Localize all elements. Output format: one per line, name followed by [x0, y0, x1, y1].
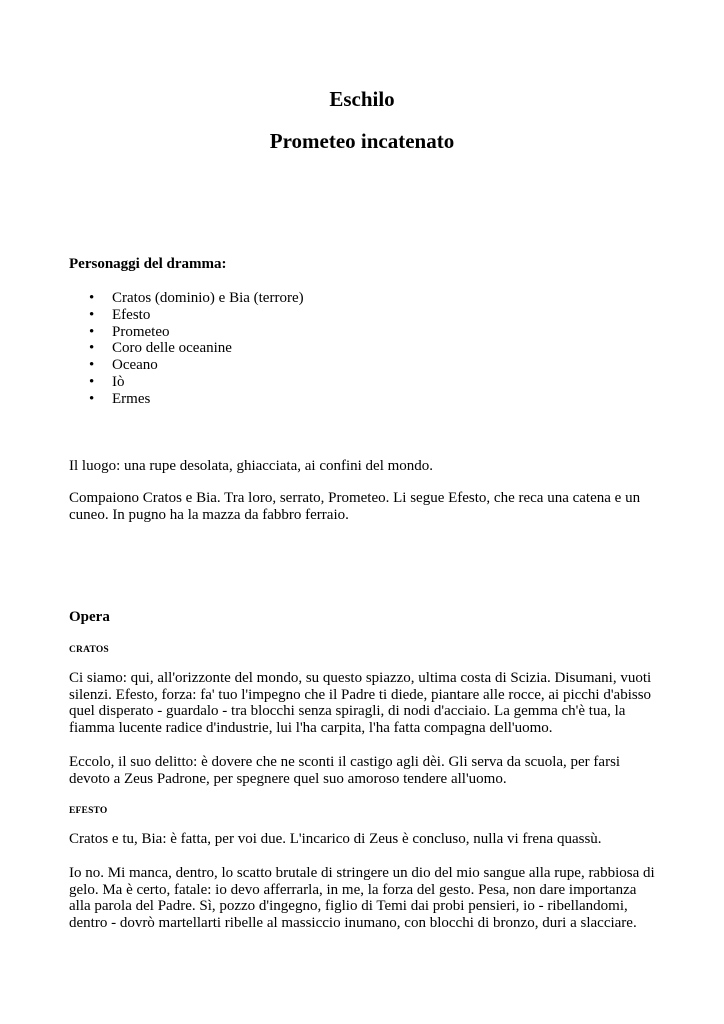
list-item: • Prometeo	[89, 323, 170, 340]
opera-section	[69, 609, 659, 626]
bullet-icon: •	[89, 340, 95, 357]
speaker-efesto	[69, 803, 659, 820]
opera-heading: Opera	[69, 609, 110, 625]
setting-entrance	[69, 490, 659, 523]
efesto-speech-1	[69, 831, 659, 848]
list-item: • Coro delle oceanine	[89, 340, 232, 357]
speech-paragraph: Ci siamo: qui, all'orizzonte del mondo, su questo spiazzo, ultima costa di Scizia. Disumani, vuoti silenzi. Efesto, forza: fa' tuo l'impegno che il Padre ti diede, piantare alle rocce, ai picchi d'abisso quel disperato - guardalo - tra blocchi senza spiragli, di nodi d'acciaio. La gemma ch'è tua, la fiamma lucente radice d'industrie, lui l'ha carpita, l'ha fatta compagna dell'uomo.	[69, 670, 652, 736]
speech-paragraph: Io no. Mi manca, dentro, lo scatto brutale di stringere un dio del mio sangue alla rupe, rabbiosa di gelo. Ma è certo, fatale: io devo afferrarla, in me, la forza del gesto. Pesa, non dare importanza alla parola del Padre. Sì, pozzo d'ingegno, figlio di Temi dai probi pensieri, io - ribellandomi, dentro - dovrò martellarti ribelle al massiccio inumano, con blocchi di bronzo, duri a slacciare.	[69, 865, 655, 931]
cratos-speech-1	[69, 670, 659, 736]
cratos-speech-2	[69, 754, 659, 787]
list-item: • Cratos (dominio) e Bia (terrore)	[89, 290, 304, 306]
setting-place	[69, 458, 659, 475]
speaker-cratos	[69, 642, 659, 659]
efesto-speech-2	[69, 865, 659, 931]
list-item: • Ermes	[89, 390, 151, 407]
speech-paragraph: Eccolo, il suo delitto: è dovere che ne sconti il castigo agli dèi. Gli serva da scuola, per farsi devoto a Zeus Padrone, per spegnere quel suo amoroso tendere all'uomo.	[69, 754, 621, 787]
speech-paragraph: Cratos e tu, Bia: è fatta, per voi due. L'incarico di Zeus è concluso, nulla vi frena quassù.	[69, 831, 602, 847]
bullet-icon: •	[89, 390, 95, 407]
characters-heading: Personaggi del dramma:	[69, 256, 227, 272]
setting-place-text: Il luogo: una rupe desolata, ghiacciata, ai confini del mondo.	[69, 458, 434, 474]
bullet-icon: •	[89, 373, 95, 390]
setting-entrance-text: Compaiono Cratos e Bia. Tra loro, serrato, Prometeo. Li segue Efesto, che reca una catena e un cuneo. In pugno ha la mazza da fabbro ferraio.	[69, 490, 641, 523]
characters-list	[69, 290, 659, 408]
characters-list-wrapper	[69, 290, 659, 408]
characters-section	[69, 256, 659, 273]
bullet-icon: •	[89, 357, 95, 374]
speaker-label: EFESTO	[69, 806, 108, 816]
speaker-label: CRATOS	[69, 645, 109, 655]
work-title: Prometeo incatenato	[269, 129, 455, 153]
bullet-icon: •	[89, 323, 95, 340]
list-item: • Oceano	[89, 357, 158, 374]
bullet-icon: •	[89, 306, 95, 323]
bullet-icon: •	[89, 290, 95, 306]
list-item: • Iò	[89, 373, 125, 390]
author-heading: Eschilo	[329, 87, 395, 111]
list-item: • Efesto	[89, 306, 151, 323]
